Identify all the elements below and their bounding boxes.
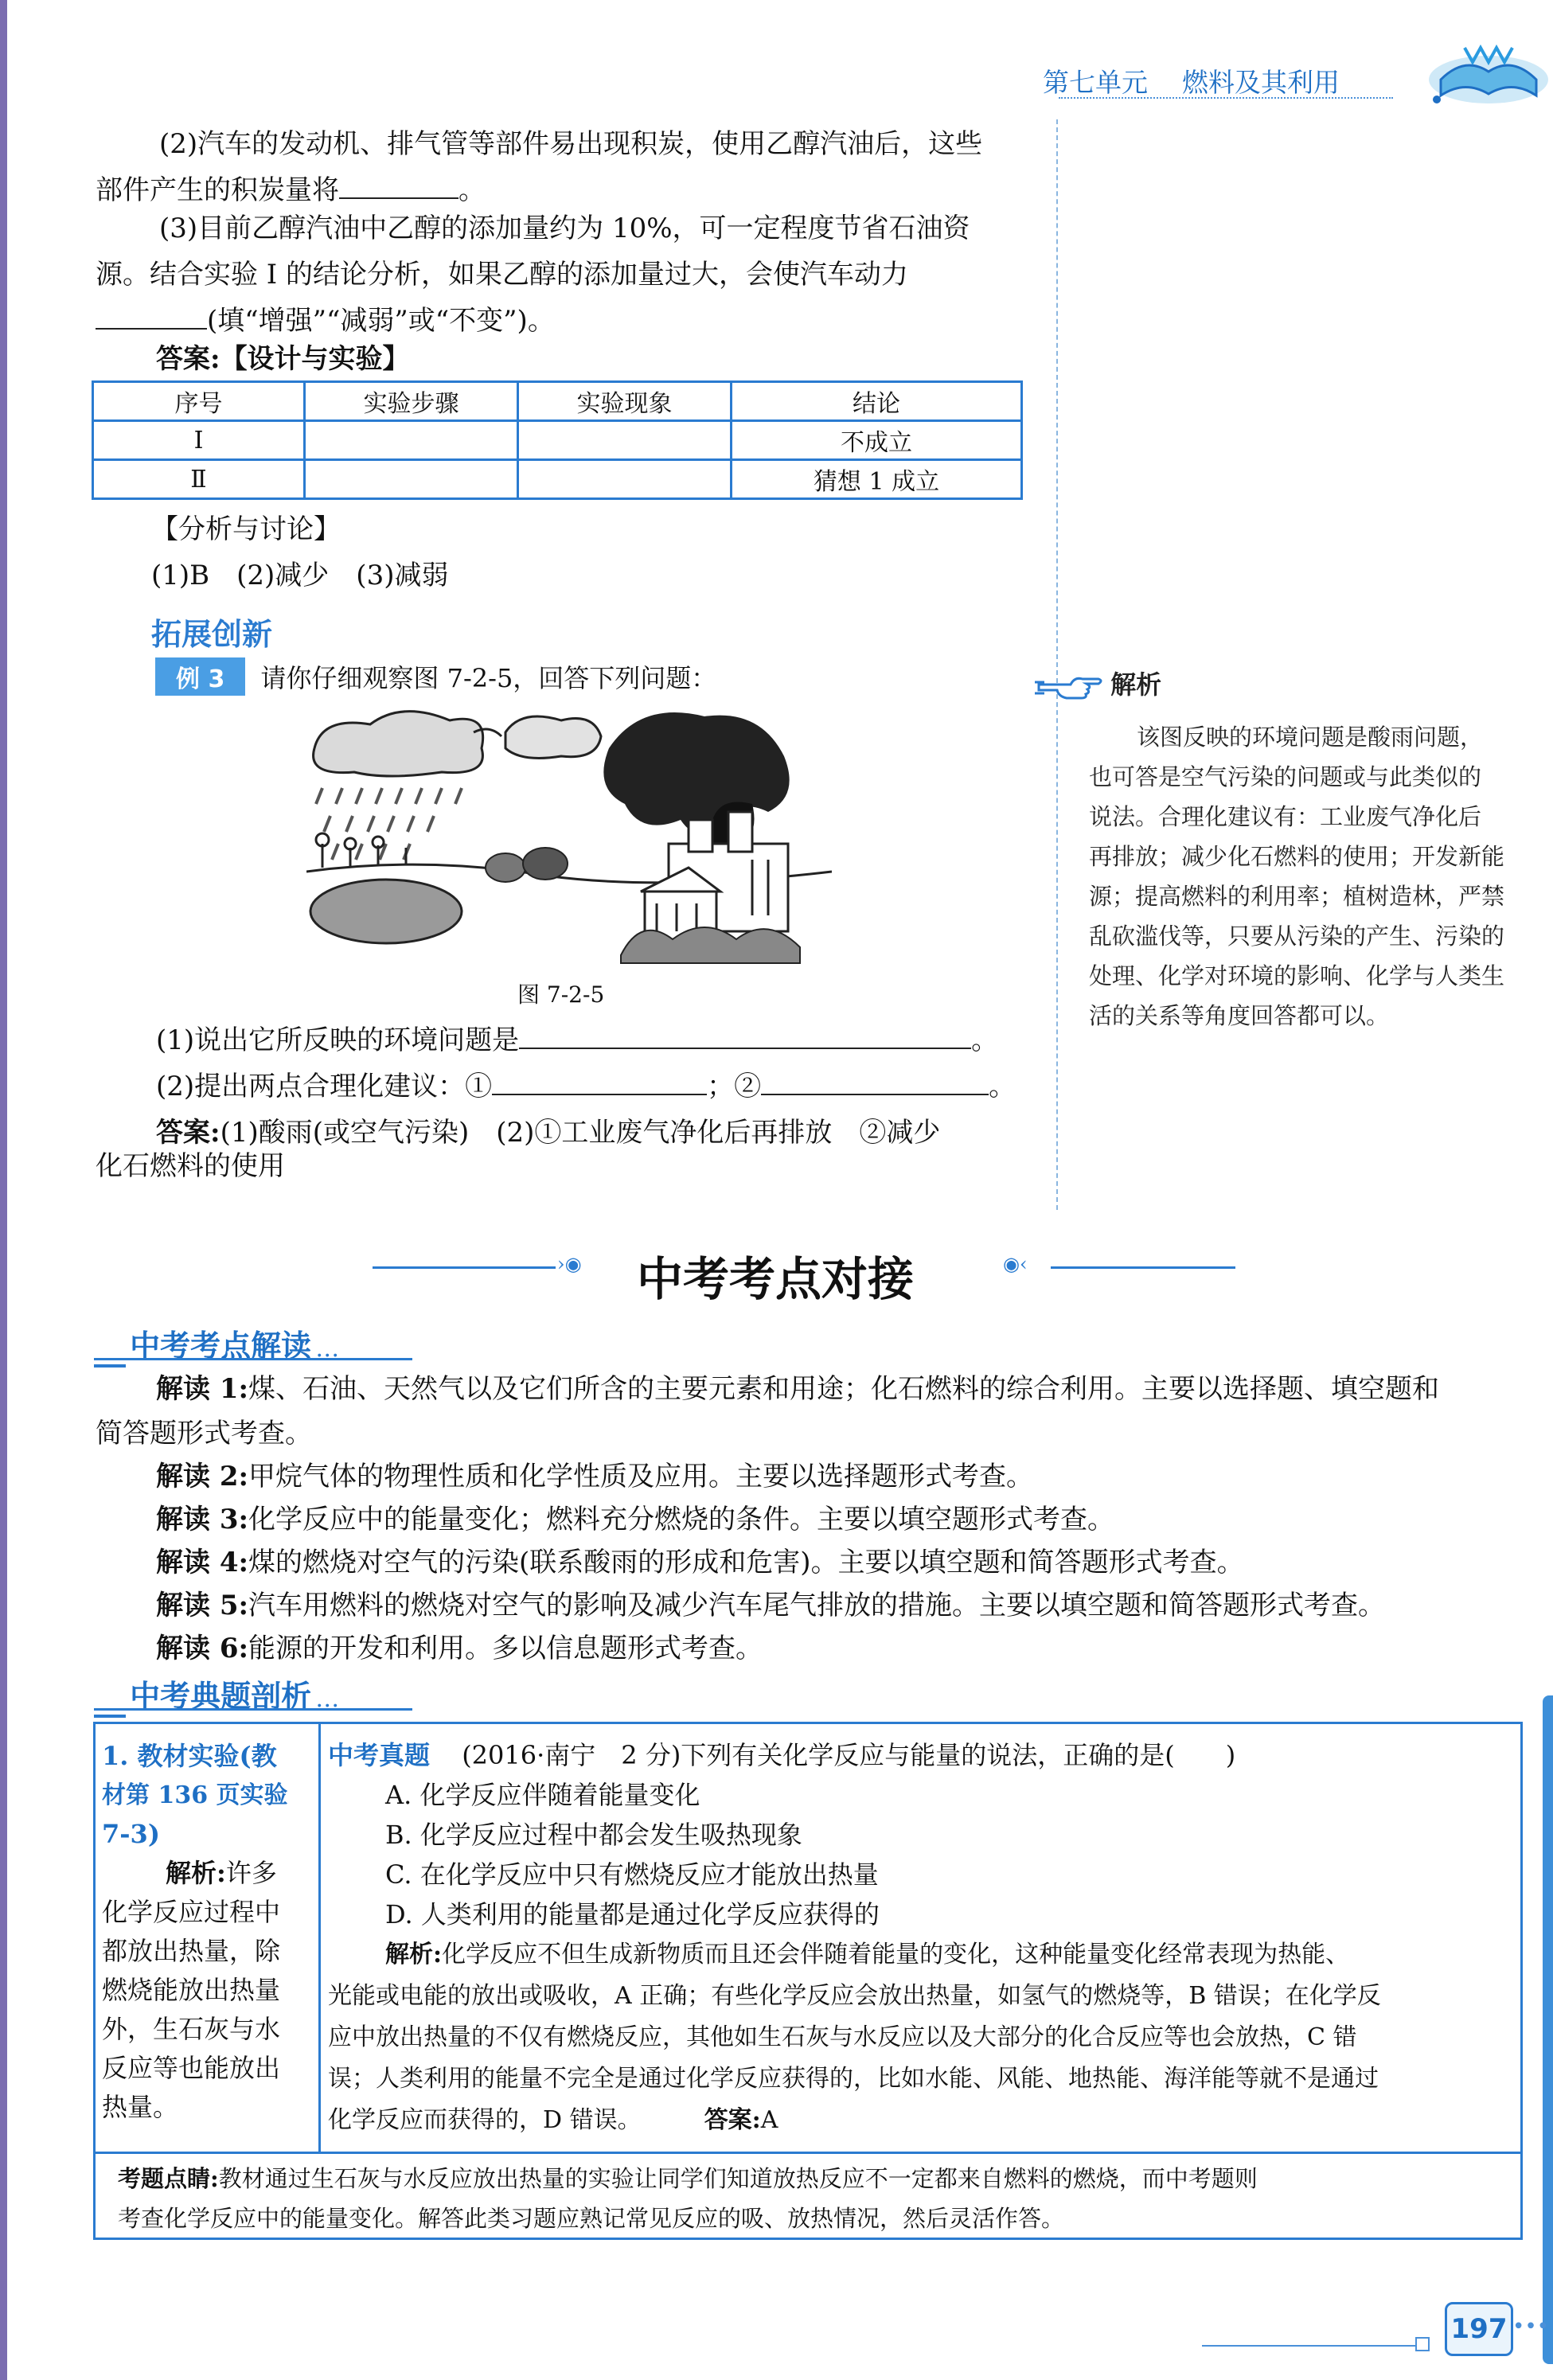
example-3 [155,657,716,696]
reading-item [96,1498,1439,1541]
left-analysis-line: 化学反应过程中 [102,1897,281,1927]
analysis-line: 误；人类利用的能量不完全是通过化学反应获得的，比如水能、风能、地热能、海洋能等就不是通过 [328,2065,1379,2093]
question-line [328,1735,1506,1775]
acid-rain-illustration [306,700,832,971]
left-analysis-line: 热量。 [102,2092,179,2122]
reading-label: 解读 2: [156,1461,249,1492]
q2-line2-end: 。 [458,174,486,206]
section-title-line-right [1051,1266,1235,1269]
side-note-line: 再排放；减少化石燃料的使用；开发新能 [1089,843,1505,870]
ext-q2-blank-1[interactable] [492,1070,707,1095]
table-row [93,421,1022,460]
q3-blank[interactable] [96,304,207,330]
reading-label: 解读 3: [156,1504,249,1535]
ext-q1-end: 。 [971,1024,999,1056]
table-row [93,460,1022,499]
side-note-header [1035,665,1544,704]
side-note-title: 解析 [1110,669,1162,700]
reading-text: 甲烷气体的物理性质和化学性质及应用。主要以选择题形式考查。 [248,1461,1034,1492]
left-analysis-line: 燃烧能放出热量 [102,1975,281,2005]
left-analysis-first [102,1854,312,1893]
typical-answer-label: 答案: [704,2106,761,2134]
analysis-line: 应中放出热量的不仅有燃烧反应，其他如生石灰与水反应以及大部分的化合反应等也会放热，C 错 [328,2023,1357,2051]
left-margin-border [0,0,7,2380]
answer-label: 答案: [156,343,220,375]
reading-text: 汽车用燃料的燃烧对空气的影响及减少汽车尾气排放的措施。主要以填空题和简答题形式考查。 [248,1590,1386,1621]
option: B. 化学反应过程中都会发生吸热现象 [385,1820,802,1850]
q2-line2: 部件产生的积炭量将 [96,174,339,206]
section-title-line-left [373,1266,556,1269]
example-prompt: 请你仔细观察图 7-2-5，回答下列问题： [260,663,717,693]
footer-line [1202,2345,1417,2347]
ext-answer-wrap [156,1110,1016,1156]
table-header: 结论 [732,382,1022,421]
table-header: 实验现象 [518,382,732,421]
exam-tip [118,2159,1511,2238]
side-note-line: 也可答是空气污染的问题或与此类似的 [1089,763,1482,790]
left-analysis-line: 反应等也能放出 [102,2053,281,2083]
table-header: 实验步骤 [305,382,518,421]
table-cell [518,421,732,460]
side-note-line: 该图反映的环境问题是酸雨问题， [1137,724,1484,751]
reading-item [96,1627,1439,1670]
left-analysis-label: 解析: [166,1858,226,1888]
left-title-line: 1. 教材实验(教 [102,1741,277,1771]
reading-item [96,1584,1439,1627]
ext-answer-line1: (1)酸雨(或空气污染) (2)①工业废气净化后再排放 ②减少 [220,1117,941,1149]
ext-q2-blank-2[interactable] [761,1070,989,1095]
example-label: 例 3 [155,657,245,696]
q2-line1: (2)汽车的发动机、排气管等部件易出现积炭，使用乙醇汽油后，这些 [159,128,983,160]
answer-design [156,336,410,382]
reading-heading-underline [94,1358,412,1360]
left-title-line: 材第 136 页实验 [102,1781,288,1809]
ext-q2-start: (2)提出两点合理化建议：① [156,1071,493,1102]
section-arrows-left: ›◉ [557,1253,582,1275]
ext-q2-mid: ；② [707,1071,762,1102]
table-cell: Ⅱ [93,460,305,499]
q3-line3: (填“增强”“减弱”或“不变”)。 [207,305,555,337]
analysis-line: 光能或电能的放出或吸收，A 正确；有些化学反应会放出热量，如氢气的燃烧等，B 错误；在化学反 [328,1982,1381,2010]
reading-label: 解读 6: [156,1633,249,1664]
question-2 [96,121,982,213]
question-tag: 中考真题 [328,1740,431,1770]
heading-marker-icon [94,1339,126,1368]
reading-text: 煤、石油、天然气以及它们所含的主要元素和用途；化石燃料的综合利用。主要以选择题、填空题和 [248,1373,1440,1405]
left-title-line: 7-3) [102,1819,160,1849]
side-note-line: 处理、化学对环境的影响、化学与人类生 [1089,962,1505,989]
side-note-body [1089,717,1544,1036]
header-unit: 第七单元 [1043,67,1148,98]
table-cell [305,421,518,460]
ext-q1-blank[interactable] [519,1024,971,1049]
ext-q1: (1)说出它所反映的环境问题是 [156,1024,520,1056]
extension-questions [156,1017,1016,1156]
reading-text: 能源的开发和利用。多以信息题形式考查。 [248,1633,763,1664]
table-cell: 猜想 1 成立 [732,460,1022,499]
reading-text: 化学反应中的能量变化；燃料充分燃烧的条件。主要以填空题形式考查。 [248,1504,1115,1535]
tip-text-2: 考查化学反应中的能量变化。解答此类习题应熟记常见反应的吸、放热情况，然后灵活作答。 [118,2205,1065,2232]
analysis-line: 化学反应不但生成新物质而且还会伴随着能量的变化，这种能量变化经常表现为热能、 [442,1941,1350,1968]
typical-right-column [328,1735,1506,2141]
question-3 [96,205,970,344]
section-arrows-right: ◉‹ [1003,1253,1028,1275]
option: D. 人类利用的能量都是通过化学反应获得的 [385,1899,880,1929]
table-header: 序号 [93,382,305,421]
analysis-last: 化学反应而获得的，D 错误。 [328,2106,642,2134]
reading-text: 煤的燃烧对空气的污染(联系酸雨的形成和危害)。主要以填空题和简答题形式考查。 [248,1547,1244,1578]
table-cell: Ⅰ [93,421,305,460]
pointing-hand-icon [1035,665,1106,704]
analysis-discussion-title: 【分析与讨论】 [151,513,341,545]
left-analysis-line: 外，生石灰与水 [102,2014,281,2044]
reading-heading: 中考考点解读 [130,1329,312,1364]
side-note-line: 源；提高燃料的利用率；植树造林，严禁 [1089,883,1505,910]
typical-bottom-divider [93,2152,1520,2154]
option: A. 化学反应伴随着能量变化 [385,1780,700,1810]
analysis-discussion [151,506,448,599]
header-topic: 燃料及其利用 [1182,67,1340,98]
reading-label: 解读 1: [156,1373,249,1405]
book-logo-icon [1417,24,1553,111]
reading-text-cont: 简答题形式考查。 [96,1418,312,1449]
left-analysis-line: 许多 [225,1858,277,1888]
table-cell: 不成立 [732,421,1022,460]
extension-heading: 拓展创新 [151,617,273,652]
question-text: (2016·南宁 2 分)下列有关化学反应与能量的说法，正确的是( ) [462,1740,1236,1770]
analysis-discussion-answers: (1)B (2)减少 (3)减弱 [151,560,449,591]
side-note-line: 乱砍滥伐等，只要从污染的产生、污染的 [1089,923,1505,950]
reading-label: 解读 4: [156,1547,249,1578]
table-header-row [93,382,1022,421]
table-cell [518,460,732,499]
tip-text-1: 教材通过生石灰与水反应放出热量的实验让同学们知道放热反应不一定都来自燃料的燃烧，而中考题则 [218,2165,1258,2192]
experiment-table [92,380,1023,500]
reading-item [96,1366,1439,1412]
option: C. 在化学反应中只有燃烧反应才能放出热量 [385,1859,879,1890]
right-edge-tab [1543,1695,1553,2364]
footer-dots: ••• [1512,2315,1550,2339]
section-title: 中考考点对接 [637,1252,915,1306]
ext-q1-wrap [156,1017,1016,1063]
page-number: 197 [1445,2302,1513,2356]
reading-label: 解读 5: [156,1590,249,1621]
analysis-last-wrap [328,2100,1506,2141]
q2-blank[interactable] [339,174,458,199]
ext-answer-label: 答案: [156,1117,220,1149]
q3-line2: 源。结合实验 Ⅰ 的结论分析，如果乙醇的添加量过大，会使汽车动力 [96,259,909,291]
left-analysis-line: 都放出热量，除 [102,1936,281,1966]
side-note [1035,665,1544,1036]
typical-answer: A [760,2106,778,2134]
heading-marker-icon [94,1689,126,1718]
q3-line1: (3)目前乙醇汽油中乙醇的添加量约为 10%，可一定程度节省石油资 [159,213,970,244]
heading-dots: … [315,1685,340,1713]
reading-list [96,1366,1439,1670]
ext-answer-line2: 化石燃料的使用 [96,1150,285,1182]
side-note-line: 说法。合理化建议有：工业废气净化后 [1089,803,1482,830]
ext-q2-end: 。 [989,1071,1016,1102]
analysis-label: 解析: [385,1941,443,1968]
table-cell [305,460,518,499]
page-header [1043,62,1340,99]
footer-square-icon [1415,2337,1430,2351]
tip-label: 考题点睛: [118,2165,219,2192]
heading-dots: … [315,1335,340,1363]
header-underline [1059,97,1393,100]
tip-line-1 [118,2159,1511,2199]
ext-q2-wrap [156,1063,1016,1110]
analysis-first [328,1934,1506,1976]
reading-item [96,1455,1439,1498]
figure-caption: 图 7-2-5 [517,981,605,1008]
reading-item [96,1541,1439,1584]
answer-design-title: 【设计与实验】 [220,343,410,375]
side-note-line: 活的关系等角度回答都可以。 [1089,1002,1390,1029]
typical-left-divider [318,1722,321,2152]
typical-heading: 中考典题剖析 [130,1679,312,1714]
typical-left-column [102,1737,312,2127]
typical-heading-underline [94,1708,412,1711]
